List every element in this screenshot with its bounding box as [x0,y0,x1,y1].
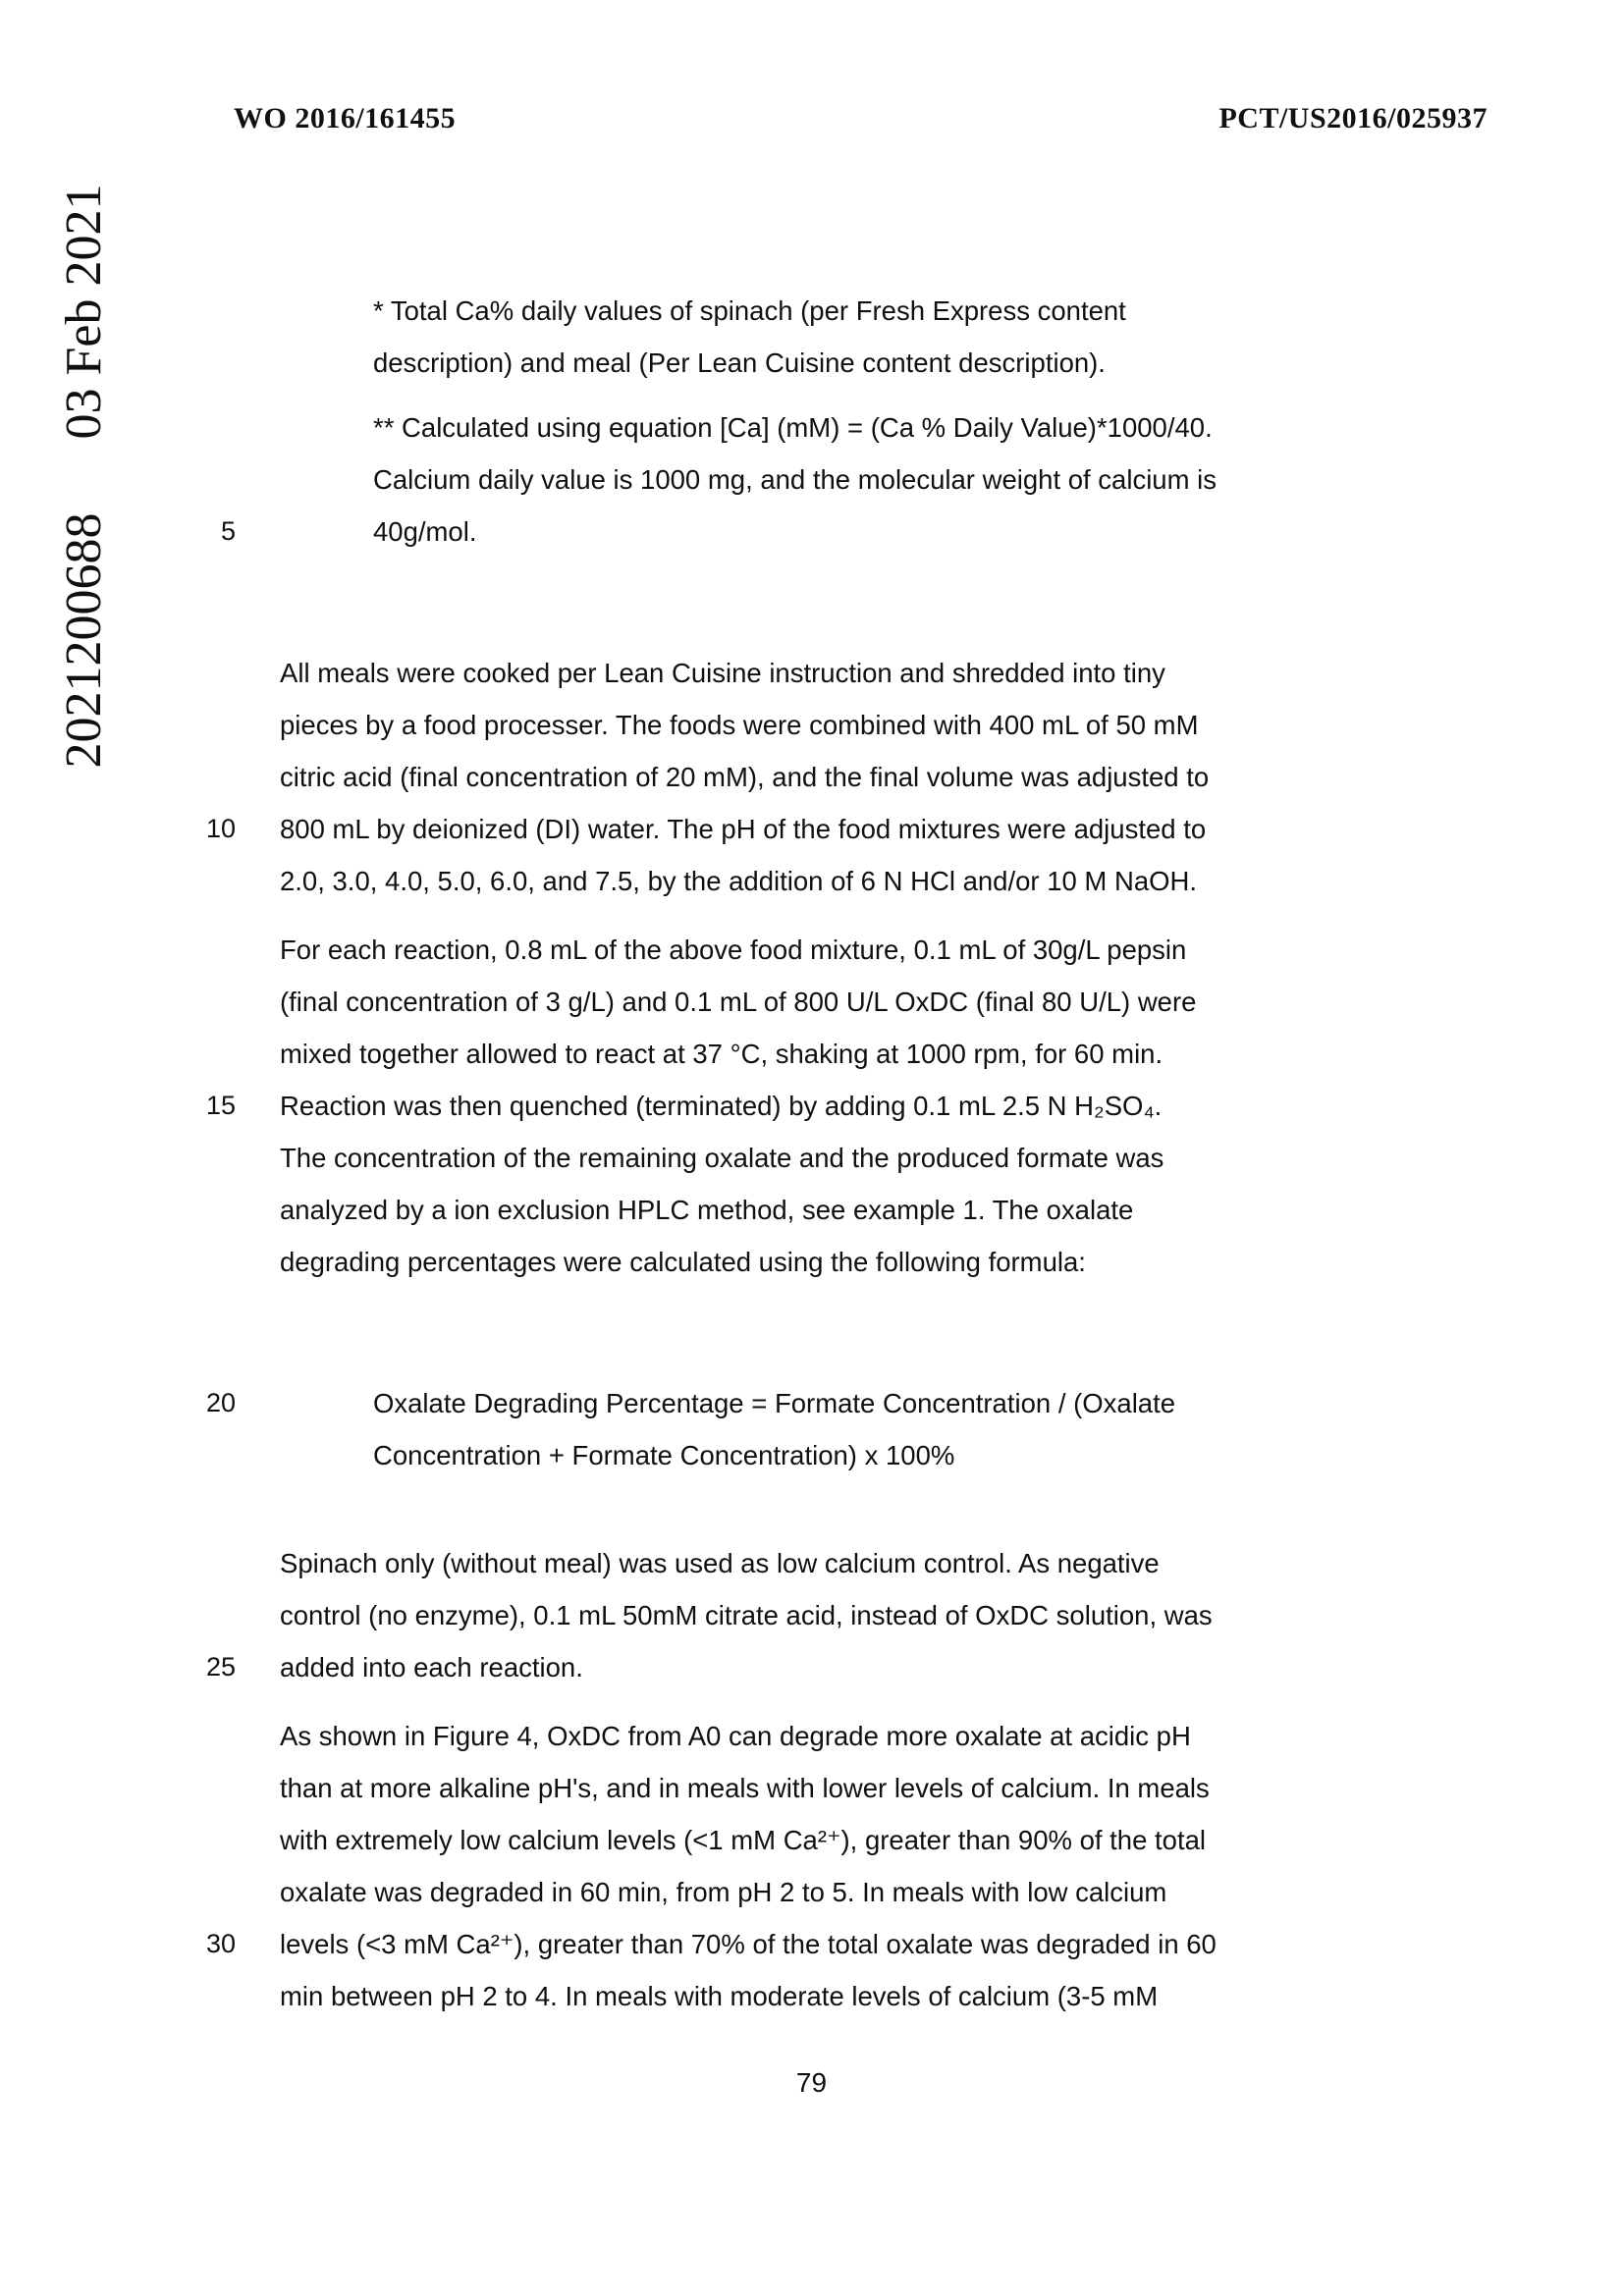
page-footer [0,2056,1623,2109]
text-line [0,1377,1623,1429]
line-text: citric acid (final concentration of 20 mM), and the final volume was adjusted to [280,762,1210,792]
text-line [0,924,1623,976]
text-line [0,454,1623,506]
line-number: 25 [205,1652,236,1682]
line-number: 10 [205,814,236,843]
text-line [0,1866,1623,1918]
text-line [0,1710,1623,1762]
footnote-1 [0,285,1623,389]
line-text: degrading percentages were calculated using the following formula: [280,1247,1086,1277]
line-number: 15 [205,1091,236,1120]
text-line [0,1429,1623,1481]
text-line [0,976,1623,1028]
text-line [0,1184,1623,1236]
publication-number: WO 2016/161455 [234,102,457,134]
line-text: 2.0, 3.0, 4.0, 5.0, 6.0, and 7.5, by the addition of 6 N HCl and/or 10 M NaOH. [280,866,1198,896]
text-line [0,855,1623,907]
line-text: mixed together allowed to react at 37 °C, shaking at 1000 rpm, for 60 min. [280,1039,1163,1069]
sidebar-date: 03 Feb 2021 [55,184,112,440]
line-text: ** Calculated using equation [Ca] (mM) = (Ca % Daily Value)*1000/40. [373,412,1213,443]
text-line [0,401,1623,454]
line-text: As shown in Figure 4, OxDC from A0 can degrade more oxalate at acidic pH [280,1721,1191,1751]
text-line [0,1589,1623,1641]
line-text: levels (<3 mM Ca²⁺), greater than 70% of the total oxalate was degraded in 60 [280,1929,1217,1959]
application-reference: PCT/US2016/025937 [1218,102,1488,134]
line-number: 20 [205,1388,236,1417]
text-line [0,1028,1623,1080]
line-text: 800 mL by deionized (DI) water. The pH of the food mixtures were adjusted to [280,814,1207,844]
text-line [0,1132,1623,1184]
line-number: 5 [220,516,236,546]
text-line [0,1537,1623,1589]
line-text: Oxalate Degrading Percentage = Formate Concentration / (Oxalate [373,1388,1176,1418]
text-line [0,285,1623,337]
line-text: than at more alkaline pH's, and in meals with lower levels of calcium. In meals [280,1773,1210,1803]
line-text: added into each reaction. [280,1652,583,1682]
line-text: pieces by a food processer. The foods were combined with 400 mL of 50 mM [280,710,1199,740]
sidebar-application-number: 2021200688 [55,512,112,769]
line-text: analyzed by a ion exclusion HPLC method, see example 1. The oxalate [280,1195,1134,1225]
line-text: Concentration + Formate Concentration) x 100% [373,1440,955,1470]
line-text: control (no enzyme), 0.1 mL 50mM citrate acid, instead of OxDC solution, was [280,1600,1213,1630]
paragraph-controls [0,1537,1623,1693]
text-line [0,647,1623,699]
line-text: 40g/mol. [373,516,477,547]
line-text: with extremely low calcium levels (<1 mM Ca²⁺), greater than 90% of the total [280,1825,1207,1855]
line-number: 30 [205,1929,236,1958]
line-text: Reaction was then quenched (terminated) by adding 0.1 mL 2.5 N H₂SO₄. [280,1091,1163,1121]
text-line [0,1918,1623,1970]
page-number: 79 [795,2067,828,2098]
text-line [0,803,1623,855]
paragraph-results-figure-4 [0,1710,1623,2022]
formula-oxalate-degrading-percentage [0,1377,1623,1481]
line-text: For each reaction, 0.8 mL of the above food mixture, 0.1 mL of 30g/L pepsin [280,934,1187,965]
text-line [0,1814,1623,1866]
text-line [0,1080,1623,1132]
page-header [234,102,1488,135]
text-line [0,699,1623,751]
paragraph-meal-preparation [0,647,1623,907]
document-body [0,285,1623,2022]
line-text: All meals were cooked per Lean Cuisine instruction and shredded into tiny [280,658,1165,688]
line-text: Calcium daily value is 1000 mg, and the molecular weight of calcium is [373,464,1217,495]
text-line [0,1641,1623,1693]
line-text: The concentration of the remaining oxalate and the produced formate was [280,1143,1164,1173]
text-line [0,1970,1623,2022]
footnote-2 [0,401,1623,558]
text-line [0,506,1623,558]
text-line [0,1236,1623,1288]
line-text: (final concentration of 3 g/L) and 0.1 mL of 800 U/L OxDC (final 80 U/L) were [280,987,1197,1017]
line-text: Spinach only (without meal) was used as low calcium control. As negative [280,1548,1160,1578]
text-line [0,337,1623,389]
line-text: description) and meal (Per Lean Cuisine content description). [373,347,1106,378]
text-line [0,1762,1623,1814]
text-line [0,751,1623,803]
paragraph-reaction-conditions [0,924,1623,1288]
line-text: min between pH 2 to 4. In meals with moderate levels of calcium (3-5 mM [280,1981,1159,2011]
line-text: oxalate was degraded in 60 min, from pH 2 to 5. In meals with low calcium [280,1877,1167,1907]
line-text: * Total Ca% daily values of spinach (per Fresh Express content [373,295,1126,326]
